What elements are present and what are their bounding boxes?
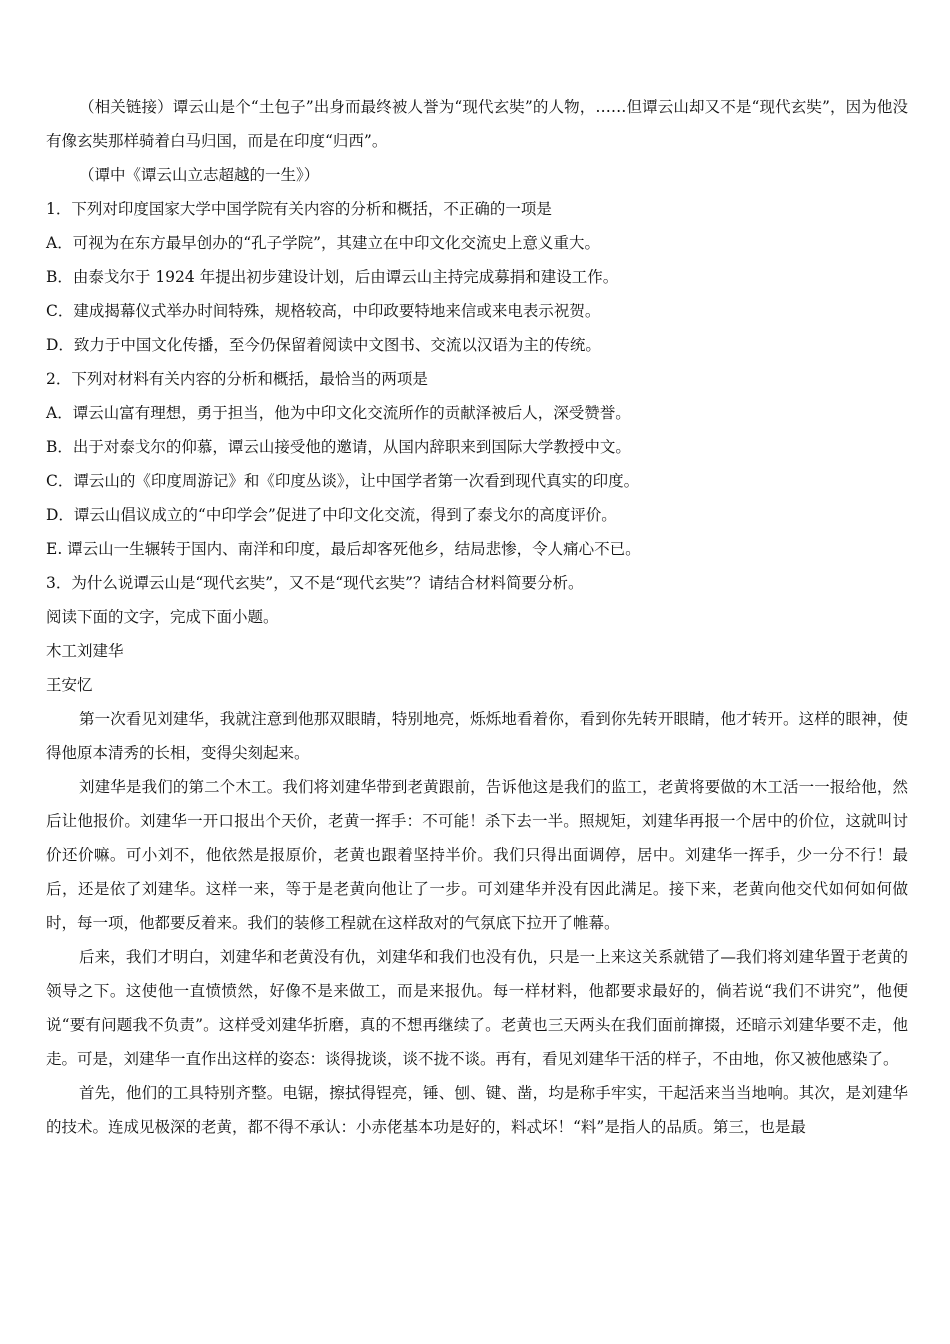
question-1-stem: 1．下列对印度国家大学中国学院有关内容的分析和概括，不正确的一项是 (46, 200, 552, 218)
story-paragraph-1: 第一次看见刘建华，我就注意到他那双眼睛，特别地亮，烁烁地看着你，看到你先转开眼睛，他才转开。这样的眼神，使得他原本清秀的长相，变得尖刻起来。 (46, 710, 908, 762)
question-2-option-c: C．谭云山的《印度周游记》和《印度丛谈》，让中国学者第一次看到现代真实的印度。 (46, 472, 640, 490)
story-paragraph-4: 首先，他们的工具特别齐整。电锯，擦拭得锃亮，锤、刨、键、凿，均是称手牢实，干起活来当当地响。其次，是刘建华的技术。连成见极深的老黄，都不得不承认：小赤佬基本功是好的，料忒坏！“料”是指人的品质。第三，也是最 (46, 1084, 908, 1136)
related-link-source: （谭中《谭云山立志超越的一生》） (79, 166, 320, 184)
story-title: 木工刘建华 (46, 642, 124, 660)
story-paragraph-3: 后来，我们才明白，刘建华和老黄没有仇，刘建华和我们也没有仇，只是一上来这关系就错了—我们将刘建华置于老黄的领导之下。这使他一直愤愤然，好像不是来做工，而是来报仇。每一样材料，他都要求最好的，倘若说“我们不讲究”，他便说“要有问题我不负责”。这样受刘建华折磨，真的不想再继续了。老黄也三天两头在我们面前撺掇，还暗示刘建华要不走，他走。可是，刘建华一直作出这样的姿态：谈得拢谈，谈不拢不谈。再有，看见刘建华干活的样子，不由地，你又被他感染了。 (46, 948, 908, 1068)
related-link-paragraph: （相关链接）谭云山是个“土包子”出身而最终被人誉为“现代玄奘”的人物，……但谭云山却又不是“现代玄奘”，因为他没有像玄奘那样骑着白马归国，而是在印度“归西”。 (46, 98, 908, 150)
question-2-option-b: B．出于对泰戈尔的仰慕，谭云山接受他的邀请，从国内辞职来到国际大学教授中文。 (46, 438, 631, 456)
story-paragraph-2: 刘建华是我们的第二个木工。我们将刘建华带到老黄跟前，告诉他这是我们的监工，老黄将要做的木工活一一报给他，然后让他报价。刘建华一开口报出个天价，老黄一挥手：不可能！杀下去一半。照规矩，刘建华再报一个居中的价位，这就叫讨价还价嘛。可小刘不，他依然是报原价，老黄也跟着坚持半价。我们只得出面调停，居中。刘建华一挥手，少一分不行！最后，还是依了刘建华。这样一来，等于是老黄向他让了一步。可刘建华并没有因此满足。接下来，老黄向他交代如何如何做时，每一项，他都要反着来。我们的装修工程就在这样敌对的气氛底下拉开了帷幕。 (46, 778, 908, 932)
story-author: 王安忆 (46, 676, 93, 694)
question-2-option-e: E. 谭云山一生辗转于国内、南洋和印度，最后却客死他乡，结局悲惨，令人痛心不已。 (46, 540, 641, 558)
question-3: 3．为什么说谭云山是“现代玄奘”，又不是“现代玄奘”？请结合材料简要分析。 (46, 574, 584, 592)
question-2-option-a: A．谭云山富有理想，勇于担当，他为中印文化交流所作的贡献泽被后人，深受赞誉。 (46, 404, 631, 422)
question-1-option-b: B．由泰戈尔于 1924 年提出初步建设计划，后由谭云山主持完成募捐和建设工作。 (46, 268, 619, 286)
question-1-option-c: C．建成揭幕仪式举办时间特殊，规格较高，中印政要特地来信或来电表示祝贺。 (46, 302, 601, 320)
document-page (46, 90, 908, 1144)
question-2-stem: 2．下列对材料有关内容的分析和概括，最恰当的两项是 (46, 370, 428, 388)
question-1-option-a: A．可视为在东方最早创办的“孔子学院”，其建立在中印文化交流史上意义重大。 (46, 234, 601, 252)
reading-instruction: 阅读下面的文字，完成下面小题。 (46, 608, 279, 626)
question-2-option-d: D．谭云山倡议成立的“中印学会”促进了中印文化交流，得到了泰戈尔的高度评价。 (46, 506, 617, 524)
question-1-option-d: D．致力于中国文化传播，至今仍保留着阅读中文图书、交流以汉语为主的传统。 (46, 336, 601, 354)
